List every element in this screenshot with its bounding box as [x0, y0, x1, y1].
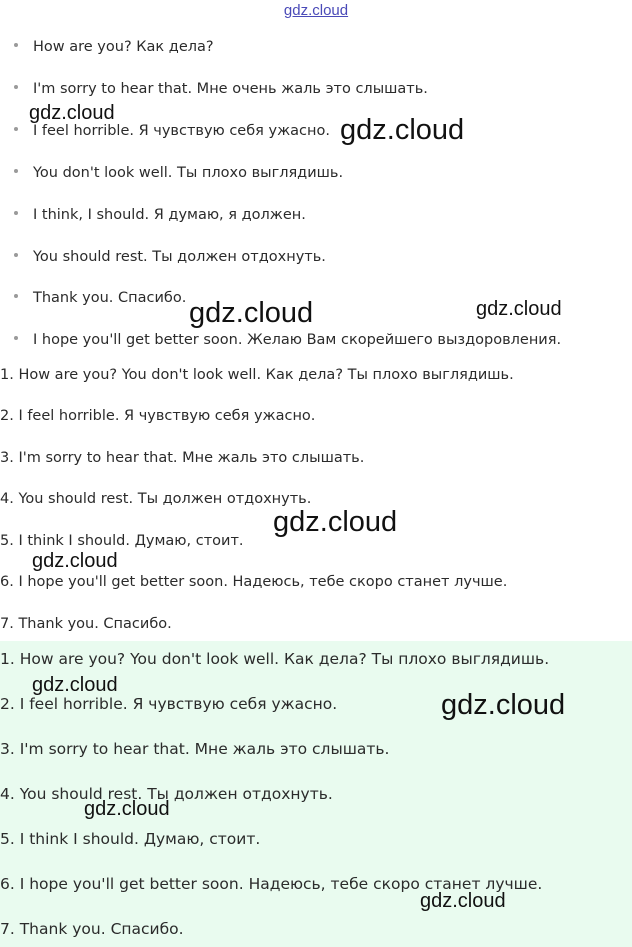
bullet-dot-icon: [14, 169, 18, 173]
list-item: 4. You should rest. Ты должен отдохнуть.: [0, 785, 333, 803]
bullet-dot-icon: [14, 253, 18, 257]
list-item: I hope you'll get better soon. Желаю Вам скорейшего выздоровления.: [14, 331, 561, 349]
bullet-dot-icon: [14, 211, 18, 215]
list-item: I'm sorry to hear that. Мне очень жаль это слышать.: [14, 80, 428, 98]
list-item: I feel horrible. Я чувствую себя ужасно.: [14, 122, 330, 140]
watermark: gdz.cloud: [441, 689, 566, 721]
list-item: 7. Thank you. Спасибо.: [0, 616, 172, 632]
bullet-dot-icon: [14, 43, 18, 47]
watermark: gdz.cloud: [420, 890, 506, 912]
bullet-dot-icon: [14, 85, 18, 89]
list-item: 2. I feel horrible. Я чувствую себя ужасно.: [0, 695, 338, 713]
list-item: 7. Thank you. Спасибо.: [0, 920, 184, 938]
list-item: I think, I should. Я думаю, я должен.: [14, 206, 306, 224]
watermark: gdz.cloud: [189, 297, 314, 329]
watermark: gdz.cloud: [273, 506, 398, 538]
list-item: 1. How are you? You don't look well. Как дела? Ты плохо выглядишь.: [0, 367, 514, 383]
watermark: gdz.cloud: [476, 298, 562, 320]
watermark: gdz.cloud: [32, 550, 118, 572]
list-item: 5. I think I should. Думаю, стоит.: [0, 533, 244, 549]
list-item: 6. I hope you'll get better soon. Надеюсь, тебе скоро станет лучше.: [0, 574, 508, 590]
list-item: Thank you. Спасибо.: [14, 289, 186, 307]
bullet-dot-icon: [14, 294, 18, 298]
list-item: 5. I think I should. Думаю, стоит.: [0, 830, 261, 848]
watermark: gdz.cloud: [84, 798, 170, 820]
list-item: You don't look well. Ты плохо выглядишь.: [14, 164, 343, 182]
watermark: gdz.cloud: [32, 674, 118, 696]
list-item: 3. I'm sorry to hear that. Мне жаль это слышать.: [0, 740, 390, 758]
list-item: 2. I feel horrible. Я чувствую себя ужасно.: [0, 408, 316, 424]
list-item: 4. You should rest. Ты должен отдохнуть.: [0, 491, 312, 507]
list-item: 6. I hope you'll get better soon. Надеюсь, тебе скоро станет лучше.: [0, 875, 543, 893]
list-item: 3. I'm sorry to hear that. Мне жаль это слышать.: [0, 450, 365, 466]
bullet-dot-icon: [14, 336, 18, 340]
watermark: gdz.cloud: [340, 114, 465, 146]
list-item: How are you? Как дела?: [14, 38, 214, 56]
bullet-dot-icon: [14, 127, 18, 131]
list-item: 1. How are you? You don't look well. Как дела? Ты плохо выглядишь.: [0, 650, 550, 668]
site-header-link[interactable]: gdz.cloud: [283, 2, 349, 19]
watermark: gdz.cloud: [29, 102, 115, 124]
list-item: You should rest. Ты должен отдохнуть.: [14, 248, 326, 266]
